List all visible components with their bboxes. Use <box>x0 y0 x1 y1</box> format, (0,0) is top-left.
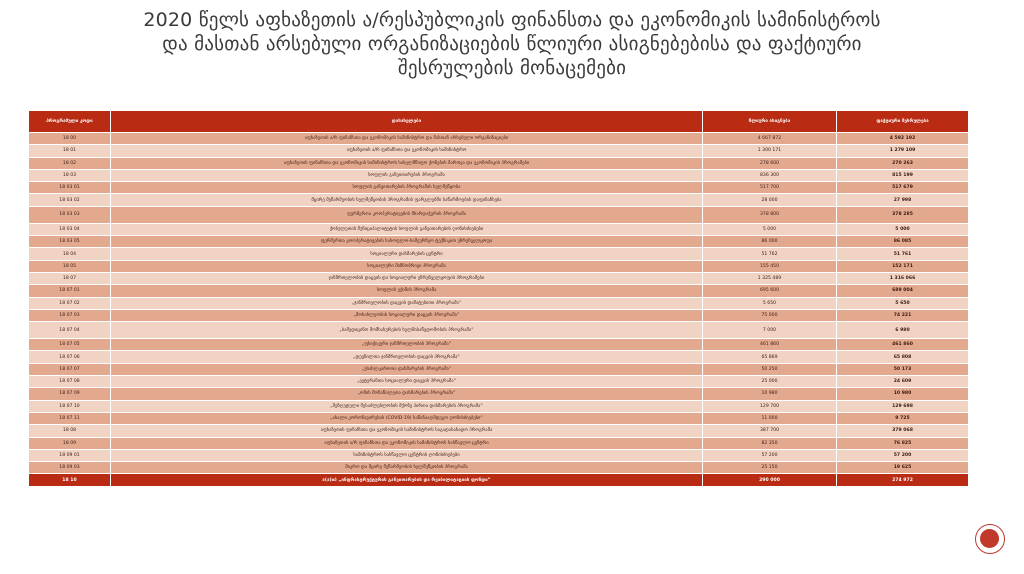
cell-fact: 9 725 <box>837 412 969 424</box>
cell-plan: 11 000 <box>703 412 837 424</box>
table-row <box>29 194 969 206</box>
cell-name: ა(ა)იპ „ინფრასტრუქტურის განვითარების და რეაბილიტაციის ფონდი“ <box>111 474 703 486</box>
cell-code: 18 07 11 <box>29 412 111 424</box>
cell-code: 18 07 03 <box>29 309 111 321</box>
table-row <box>29 260 969 272</box>
cell-fact: 270 263 <box>837 157 969 169</box>
cell-plan: 25 150 <box>703 462 837 474</box>
cell-code: 18 09 03 <box>29 462 111 474</box>
table-row <box>29 182 969 194</box>
cell-code: 18 07 02 <box>29 297 111 309</box>
table-row <box>29 223 969 235</box>
cell-name: „სამედიცინო მომსახურების ხელმისაწვდომობის პროგრამა“ <box>111 322 703 339</box>
cell-name: აფხაზეთის ა/რ ფინანსთა და ეკონომიკის სამინისტროს სასწავლო ცენტრი <box>111 437 703 449</box>
slide-nav-circle-icon[interactable] <box>975 524 1005 554</box>
table-row <box>29 133 969 145</box>
cell-name: ქობულეთის მუნიციპალიტეტის სოფლის განვითარების ღონისძიებები <box>111 223 703 235</box>
cell-name: სამინისტროს სასწავლო ცენტრის ღონისძიებები <box>111 449 703 461</box>
cell-code: 18 09 01 <box>29 449 111 461</box>
cell-code: 18 07 09 <box>29 388 111 400</box>
cell-name: სოფლის განვითარების პროგრამა <box>111 169 703 181</box>
table-row <box>29 145 969 157</box>
cell-name: აფხაზეთის ფინანსთა და ეკონომიკის სამინისტროს საგადასახადო პროგრამა <box>111 425 703 437</box>
cell-plan: 378 800 <box>703 206 837 223</box>
table-row <box>29 236 969 248</box>
cell-fact: 378 285 <box>837 206 969 223</box>
cell-fact: 689 004 <box>837 285 969 297</box>
cell-name: ფერმერთა კოოპერატივების სასოფლო-სამეურნეო ტექნიკით უზრუნველყოფა <box>111 236 703 248</box>
cell-name: „ომის მონაწილეთა დახმარების პროგრამა“ <box>111 388 703 400</box>
cell-plan: 5 650 <box>703 297 837 309</box>
cell-fact: 461 860 <box>837 339 969 351</box>
table-row <box>29 285 969 297</box>
cell-plan: 51 762 <box>703 248 837 260</box>
cell-plan: 50 250 <box>703 363 837 375</box>
cell-fact: 10 980 <box>837 388 969 400</box>
table-row <box>29 363 969 375</box>
cell-fact: 815 199 <box>837 169 969 181</box>
cell-name: მცირე მეწარმეობის ხელშეწყობის პროგრამის ფარგლებში საწარმოების დაფინანსება <box>111 194 703 206</box>
cell-code: 18 01 <box>29 145 111 157</box>
cell-name: სოფლის განვითარების პროგრამის ხელშეწყობა <box>111 182 703 194</box>
cell-plan: 28 000 <box>703 194 837 206</box>
cell-fact: 65 808 <box>837 351 969 363</box>
table-header-row <box>29 111 969 133</box>
cell-code: 18 03 02 <box>29 194 111 206</box>
cell-name: ჯანმრთელობის დაცვის და სოციალური უზრუნველყოფის პროგრამები <box>111 272 703 284</box>
cell-plan: 278 600 <box>703 157 837 169</box>
cell-plan: 7 000 <box>703 322 837 339</box>
cell-code: 18 03 04 <box>29 223 111 235</box>
table-row <box>29 169 969 181</box>
cell-fact: 51 761 <box>837 248 969 260</box>
cell-name: „უსახლკაროთა დახმარების პროგრამა“ <box>111 363 703 375</box>
cell-name: სოფლის ექიმის პროგრამა <box>111 285 703 297</box>
cell-plan: 82 350 <box>703 437 837 449</box>
cell-fact: 1 279 109 <box>837 145 969 157</box>
cell-code: 18 07 <box>29 272 111 284</box>
cell-plan: 25 000 <box>703 376 837 388</box>
cell-plan: 1 300 171 <box>703 145 837 157</box>
title-line-2: და მასთან არსებული ორგანიზაციების წლიური ასიგნებებისა და ფაქტიური <box>162 33 862 55</box>
cell-fact: 129 698 <box>837 400 969 412</box>
cell-fact: 19 625 <box>837 462 969 474</box>
cell-fact: 6 980 <box>837 322 969 339</box>
cell-code: 18 07 05 <box>29 339 111 351</box>
table-row <box>29 462 969 474</box>
cell-plan: 129 700 <box>703 400 837 412</box>
cell-code: 18 03 01 <box>29 182 111 194</box>
table-row <box>29 437 969 449</box>
cell-plan: 57 200 <box>703 449 837 461</box>
table-row <box>29 309 969 321</box>
cell-code: 18 07 10 <box>29 400 111 412</box>
cell-plan: 517 700 <box>703 182 837 194</box>
cell-plan: 10 980 <box>703 388 837 400</box>
table-row <box>29 339 969 351</box>
header-plan: წლიური ასიგნება <box>703 111 837 133</box>
table-row <box>29 272 969 284</box>
cell-fact: 27 998 <box>837 194 969 206</box>
cell-plan: 461 860 <box>703 339 837 351</box>
cell-name: „ჯანმრთელობის დაცვის დამატებითი პროგრამა“ <box>111 297 703 309</box>
cell-fact: 24 609 <box>837 376 969 388</box>
cell-plan: 290 000 <box>703 474 837 486</box>
cell-code: 18 00 <box>29 133 111 145</box>
cell-name: „მოსახლეობის სოციალური დაცვის პროგრამა“ <box>111 309 703 321</box>
title-line-1: 2020 წელს აფხაზეთის ა/რესპუბლიკის ფინანსთა და ეკონომიკის სამინისტროს <box>143 9 881 31</box>
cell-fact: 1 316 066 <box>837 272 969 284</box>
cell-fact: 5 650 <box>837 297 969 309</box>
header-code: პროგრამული კოდი <box>29 111 111 133</box>
cell-name: ფერმერთა კოოპერატივების მხარდაჭერის პროგრამა <box>111 206 703 223</box>
table-row <box>29 157 969 169</box>
cell-fact: 86 085 <box>837 236 969 248</box>
cell-code: 18 04 <box>29 248 111 260</box>
cell-fact: 274 972 <box>837 474 969 486</box>
cell-code: 18 05 <box>29 260 111 272</box>
cell-plan: 5 000 <box>703 223 837 235</box>
table-row <box>29 412 969 424</box>
cell-name: აფხაზეთის ფინანსთა და ეკონომიკის სამინისტროს სახელმწიფო ქონების მართვა და ეკონომიკის პროგრამები <box>111 157 703 169</box>
cell-fact: 50 173 <box>837 363 969 375</box>
cell-name: აფხაზეთის ა/რ ფინანსთა და ეკონომიკის სამინისტრო და მასთან არსებული ორგანიზაციები <box>111 133 703 145</box>
cell-code: 18 07 01 <box>29 285 111 297</box>
cell-code: 18 03 05 <box>29 236 111 248</box>
cell-fact: 4 592 192 <box>837 133 969 145</box>
cell-plan: 695 600 <box>703 285 837 297</box>
table-row <box>29 248 969 260</box>
header-name: დასახელება <box>111 111 703 133</box>
cell-name: აფხაზეთის ა/რ ფინანსთა და ეკონომიკის სამინისტრო <box>111 145 703 157</box>
cell-code: 18 02 <box>29 157 111 169</box>
table-row <box>29 376 969 388</box>
cell-name: „ახალი კორონავირუსის (COVID-19) საწინააღმდეგო ღონისძიებები“ <box>111 412 703 424</box>
cell-fact: 57 200 <box>837 449 969 461</box>
table-row <box>29 449 969 461</box>
cell-fact: 5 000 <box>837 223 969 235</box>
cell-fact: 379 068 <box>837 425 969 437</box>
cell-code: 18 08 <box>29 425 111 437</box>
cell-code: 18 07 06 <box>29 351 111 363</box>
cell-plan: 155 450 <box>703 260 837 272</box>
cell-plan: 836 300 <box>703 169 837 181</box>
table-row <box>29 388 969 400</box>
title-line-3: შესრულების მონაცემები <box>397 57 627 79</box>
cell-code: 18 07 07 <box>29 363 111 375</box>
cell-name: „ვეტერანთა სოციალური დაცვის პროგრამა“ <box>111 376 703 388</box>
table-row <box>29 400 969 412</box>
cell-name: მიკრო და მცირე მეწარმეობის ხელშეწყობის პროგრამა <box>111 462 703 474</box>
page-title <box>0 8 1024 80</box>
table-row <box>29 322 969 339</box>
cell-code: 18 03 03 <box>29 206 111 223</box>
cell-code: 18 10 <box>29 474 111 486</box>
cell-name: „შეზღუდული შესაძლებლობის მქონე პირთა დახმარების პროგრამა“ <box>111 400 703 412</box>
header-fact: ფაქტიური შესრულება <box>837 111 969 133</box>
cell-name: „დევნილთა ჯანმრთელობის დაცვის პროგრამა“ <box>111 351 703 363</box>
cell-fact: 76 825 <box>837 437 969 449</box>
table-row <box>29 206 969 223</box>
cell-code: 18 07 04 <box>29 322 111 339</box>
cell-plan: 4 667 872 <box>703 133 837 145</box>
cell-code: 18 03 <box>29 169 111 181</box>
table-row <box>29 474 969 486</box>
cell-fact: 74 221 <box>837 309 969 321</box>
table-body <box>29 133 969 487</box>
cell-name: „ფსიქიკური ჯანმრთელობის პროგრამა“ <box>111 339 703 351</box>
cell-plan: 387 700 <box>703 425 837 437</box>
cell-name: სოციალური დახმარების ცენტრი <box>111 248 703 260</box>
cell-name: სოციალური მიზნობრივი პროგრამა <box>111 260 703 272</box>
table-row <box>29 351 969 363</box>
budget-table-container <box>28 110 968 487</box>
cell-plan: 65 869 <box>703 351 837 363</box>
budget-table <box>28 110 969 487</box>
cell-code: 18 07 08 <box>29 376 111 388</box>
cell-fact: 152 171 <box>837 260 969 272</box>
cell-code: 18 09 <box>29 437 111 449</box>
table-row <box>29 297 969 309</box>
table-row <box>29 425 969 437</box>
cell-fact: 517 679 <box>837 182 969 194</box>
cell-plan: 75 000 <box>703 309 837 321</box>
cell-plan: 1 325 489 <box>703 272 837 284</box>
cell-plan: 86 000 <box>703 236 837 248</box>
